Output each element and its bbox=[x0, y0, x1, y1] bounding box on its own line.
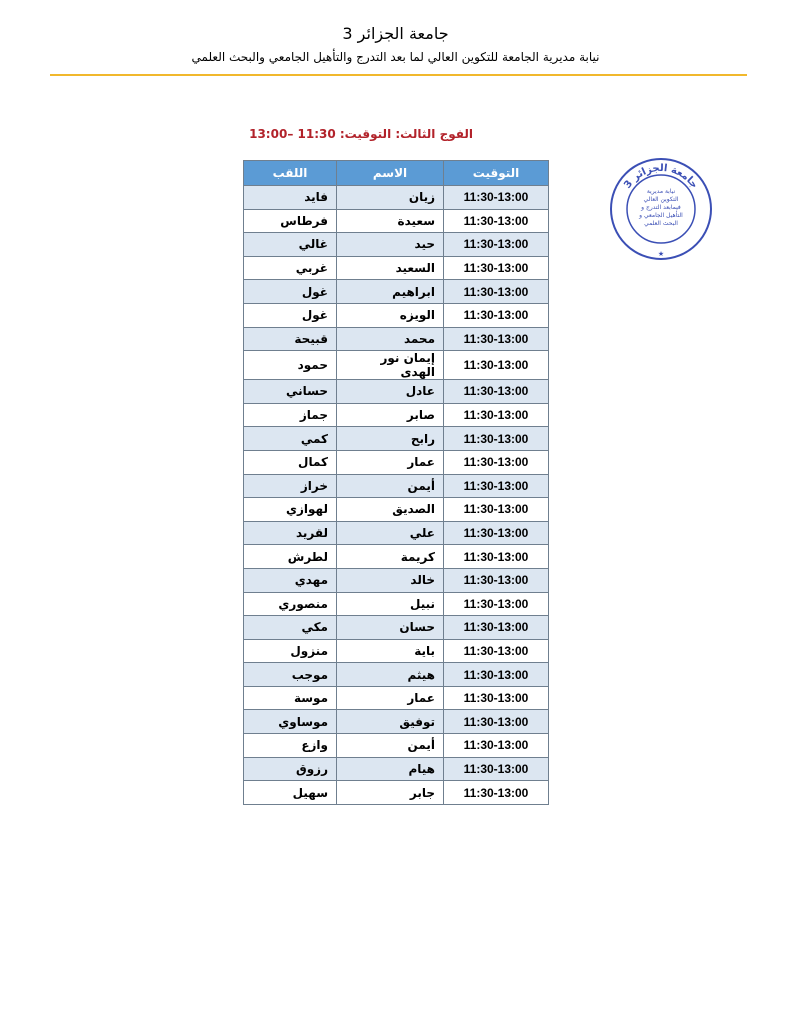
table-row bbox=[244, 616, 549, 640]
name-cell: صابر bbox=[337, 403, 444, 427]
stamp-outer-text: جامعة الجزائر 3 bbox=[622, 162, 700, 191]
surname-cell: موسة bbox=[244, 686, 337, 710]
surname-cell: غربي bbox=[244, 256, 337, 280]
surname-cell: وازع bbox=[244, 734, 337, 758]
surname-cell: موساوي bbox=[244, 710, 337, 734]
surname-cell: حمود bbox=[244, 351, 337, 380]
name-cell: محمد bbox=[337, 327, 444, 351]
name-cell: السعيد bbox=[337, 256, 444, 280]
name-cell: خالد bbox=[337, 568, 444, 592]
stamp-star-icon: ★ bbox=[657, 250, 665, 258]
table-row bbox=[244, 498, 549, 522]
name-cell: نبيل bbox=[337, 592, 444, 616]
name-cell: الصديق bbox=[337, 498, 444, 522]
column-header-time: التوقيت bbox=[444, 161, 549, 186]
surname-cell: مهدي bbox=[244, 568, 337, 592]
table-row bbox=[244, 781, 549, 805]
surname-cell: غول bbox=[244, 303, 337, 327]
time-cell: 11:30-13:00 bbox=[444, 686, 549, 710]
time-cell: 11:30-13:00 bbox=[444, 734, 549, 758]
time-cell: 11:30-13:00 bbox=[444, 186, 549, 210]
time-cell: 11:30-13:00 bbox=[444, 568, 549, 592]
surname-cell: لهوازي bbox=[244, 498, 337, 522]
time-cell: 11:30-13:00 bbox=[444, 380, 549, 404]
roster-body bbox=[244, 186, 549, 805]
table-row bbox=[244, 710, 549, 734]
name-cell: الويزه bbox=[337, 303, 444, 327]
table-row bbox=[244, 686, 549, 710]
name-cell: عمار bbox=[337, 450, 444, 474]
surname-cell: فايد bbox=[244, 186, 337, 210]
university-title: جامعة الجزائر 3 bbox=[342, 24, 449, 43]
name-cell: علي bbox=[337, 521, 444, 545]
surname-cell: مكي bbox=[244, 616, 337, 640]
stamp-line: فيمابعد التدرج و bbox=[641, 204, 681, 211]
time-cell: 11:30-13:00 bbox=[444, 327, 549, 351]
surname-cell: خراز bbox=[244, 474, 337, 498]
time-cell: 11:30-13:00 bbox=[444, 450, 549, 474]
table-row bbox=[244, 351, 549, 380]
time-cell: 11:30-13:00 bbox=[444, 233, 549, 257]
roster-table bbox=[243, 160, 549, 805]
table-header-row bbox=[244, 161, 549, 186]
table-row bbox=[244, 545, 549, 569]
surname-cell: جماز bbox=[244, 403, 337, 427]
table-row bbox=[244, 663, 549, 687]
surname-cell: كمال bbox=[244, 450, 337, 474]
stamp-inner-text bbox=[638, 188, 683, 227]
surname-cell: منصوري bbox=[244, 592, 337, 616]
name-cell: زيان bbox=[337, 186, 444, 210]
time-cell: 11:30-13:00 bbox=[444, 351, 549, 380]
time-cell: 11:30-13:00 bbox=[444, 498, 549, 522]
time-cell: 11:30-13:00 bbox=[444, 403, 549, 427]
name-cell: حيد bbox=[337, 233, 444, 257]
time-cell: 11:30-13:00 bbox=[444, 209, 549, 233]
table-row bbox=[244, 757, 549, 781]
name-cell: إيمان نور الهدى bbox=[337, 351, 444, 380]
surname-cell: موجب bbox=[244, 663, 337, 687]
name-cell: أيمن bbox=[337, 474, 444, 498]
stamp-line: البحث العلمي bbox=[644, 220, 678, 227]
department-subtitle: نيابة مديرية الجامعة للتكوين العالي لما بعد التدرج والتأهيل الجامعي والبحث العلمي bbox=[191, 50, 600, 64]
name-cell: ابراهيم bbox=[337, 280, 444, 304]
name-cell: جابر bbox=[337, 781, 444, 805]
time-cell: 11:30-13:00 bbox=[444, 303, 549, 327]
name-cell: كريمة bbox=[337, 545, 444, 569]
name-cell: توفيق bbox=[337, 710, 444, 734]
surname-cell: رزوق bbox=[244, 757, 337, 781]
name-cell: عمار bbox=[337, 686, 444, 710]
surname-cell: لقريد bbox=[244, 521, 337, 545]
table-row bbox=[244, 303, 549, 327]
surname-cell: حساني bbox=[244, 380, 337, 404]
stamp-line: التأهيل الجامعي و bbox=[639, 212, 683, 219]
time-cell: 11:30-13:00 bbox=[444, 521, 549, 545]
surname-cell: قبيحة bbox=[244, 327, 337, 351]
table-row bbox=[244, 327, 549, 351]
name-cell: أيمن bbox=[337, 734, 444, 758]
time-cell: 11:30-13:00 bbox=[444, 616, 549, 640]
header-divider bbox=[50, 74, 747, 76]
time-cell: 11:30-13:00 bbox=[444, 256, 549, 280]
surname-cell: غول bbox=[244, 280, 337, 304]
surname-cell: منزول bbox=[244, 639, 337, 663]
name-cell: رابح bbox=[337, 427, 444, 451]
name-cell: هيام bbox=[337, 757, 444, 781]
group-heading: الفوج الثالث: التوقيت: 11:30 –13:00 bbox=[249, 127, 473, 141]
surname-cell: لطرش bbox=[244, 545, 337, 569]
time-cell: 11:30-13:00 bbox=[444, 639, 549, 663]
time-cell: 11:30-13:00 bbox=[444, 710, 549, 734]
time-cell: 11:30-13:00 bbox=[444, 427, 549, 451]
name-cell: سعيدة bbox=[337, 209, 444, 233]
table-row bbox=[244, 186, 549, 210]
table-row bbox=[244, 592, 549, 616]
name-cell: عادل bbox=[337, 380, 444, 404]
column-header-surname: اللقب bbox=[244, 161, 337, 186]
time-cell: 11:30-13:00 bbox=[444, 474, 549, 498]
surname-cell: سهيل bbox=[244, 781, 337, 805]
surname-cell: كمي bbox=[244, 427, 337, 451]
time-cell: 11:30-13:00 bbox=[444, 663, 549, 687]
table-row bbox=[244, 280, 549, 304]
table-row bbox=[244, 450, 549, 474]
table-row bbox=[244, 639, 549, 663]
table-row bbox=[244, 256, 549, 280]
table-row bbox=[244, 521, 549, 545]
name-cell: هيثم bbox=[337, 663, 444, 687]
stamp-line: نيابة مديرية bbox=[646, 188, 676, 195]
time-cell: 11:30-13:00 bbox=[444, 781, 549, 805]
time-cell: 11:30-13:00 bbox=[444, 280, 549, 304]
table-row bbox=[244, 233, 549, 257]
time-cell: 11:30-13:00 bbox=[444, 757, 549, 781]
name-cell: حسان bbox=[337, 616, 444, 640]
table-row bbox=[244, 474, 549, 498]
time-cell: 11:30-13:00 bbox=[444, 592, 549, 616]
university-stamp bbox=[609, 157, 713, 261]
surname-cell: فرطاس bbox=[244, 209, 337, 233]
stamp-line: التكوين العالي bbox=[643, 196, 679, 203]
surname-cell: غالي bbox=[244, 233, 337, 257]
table-row bbox=[244, 380, 549, 404]
table-row bbox=[244, 209, 549, 233]
column-header-name: الاسم bbox=[337, 161, 444, 186]
table-row bbox=[244, 403, 549, 427]
time-cell: 11:30-13:00 bbox=[444, 545, 549, 569]
table-row bbox=[244, 568, 549, 592]
name-cell: باية bbox=[337, 639, 444, 663]
table-row bbox=[244, 734, 549, 758]
table-row bbox=[244, 427, 549, 451]
